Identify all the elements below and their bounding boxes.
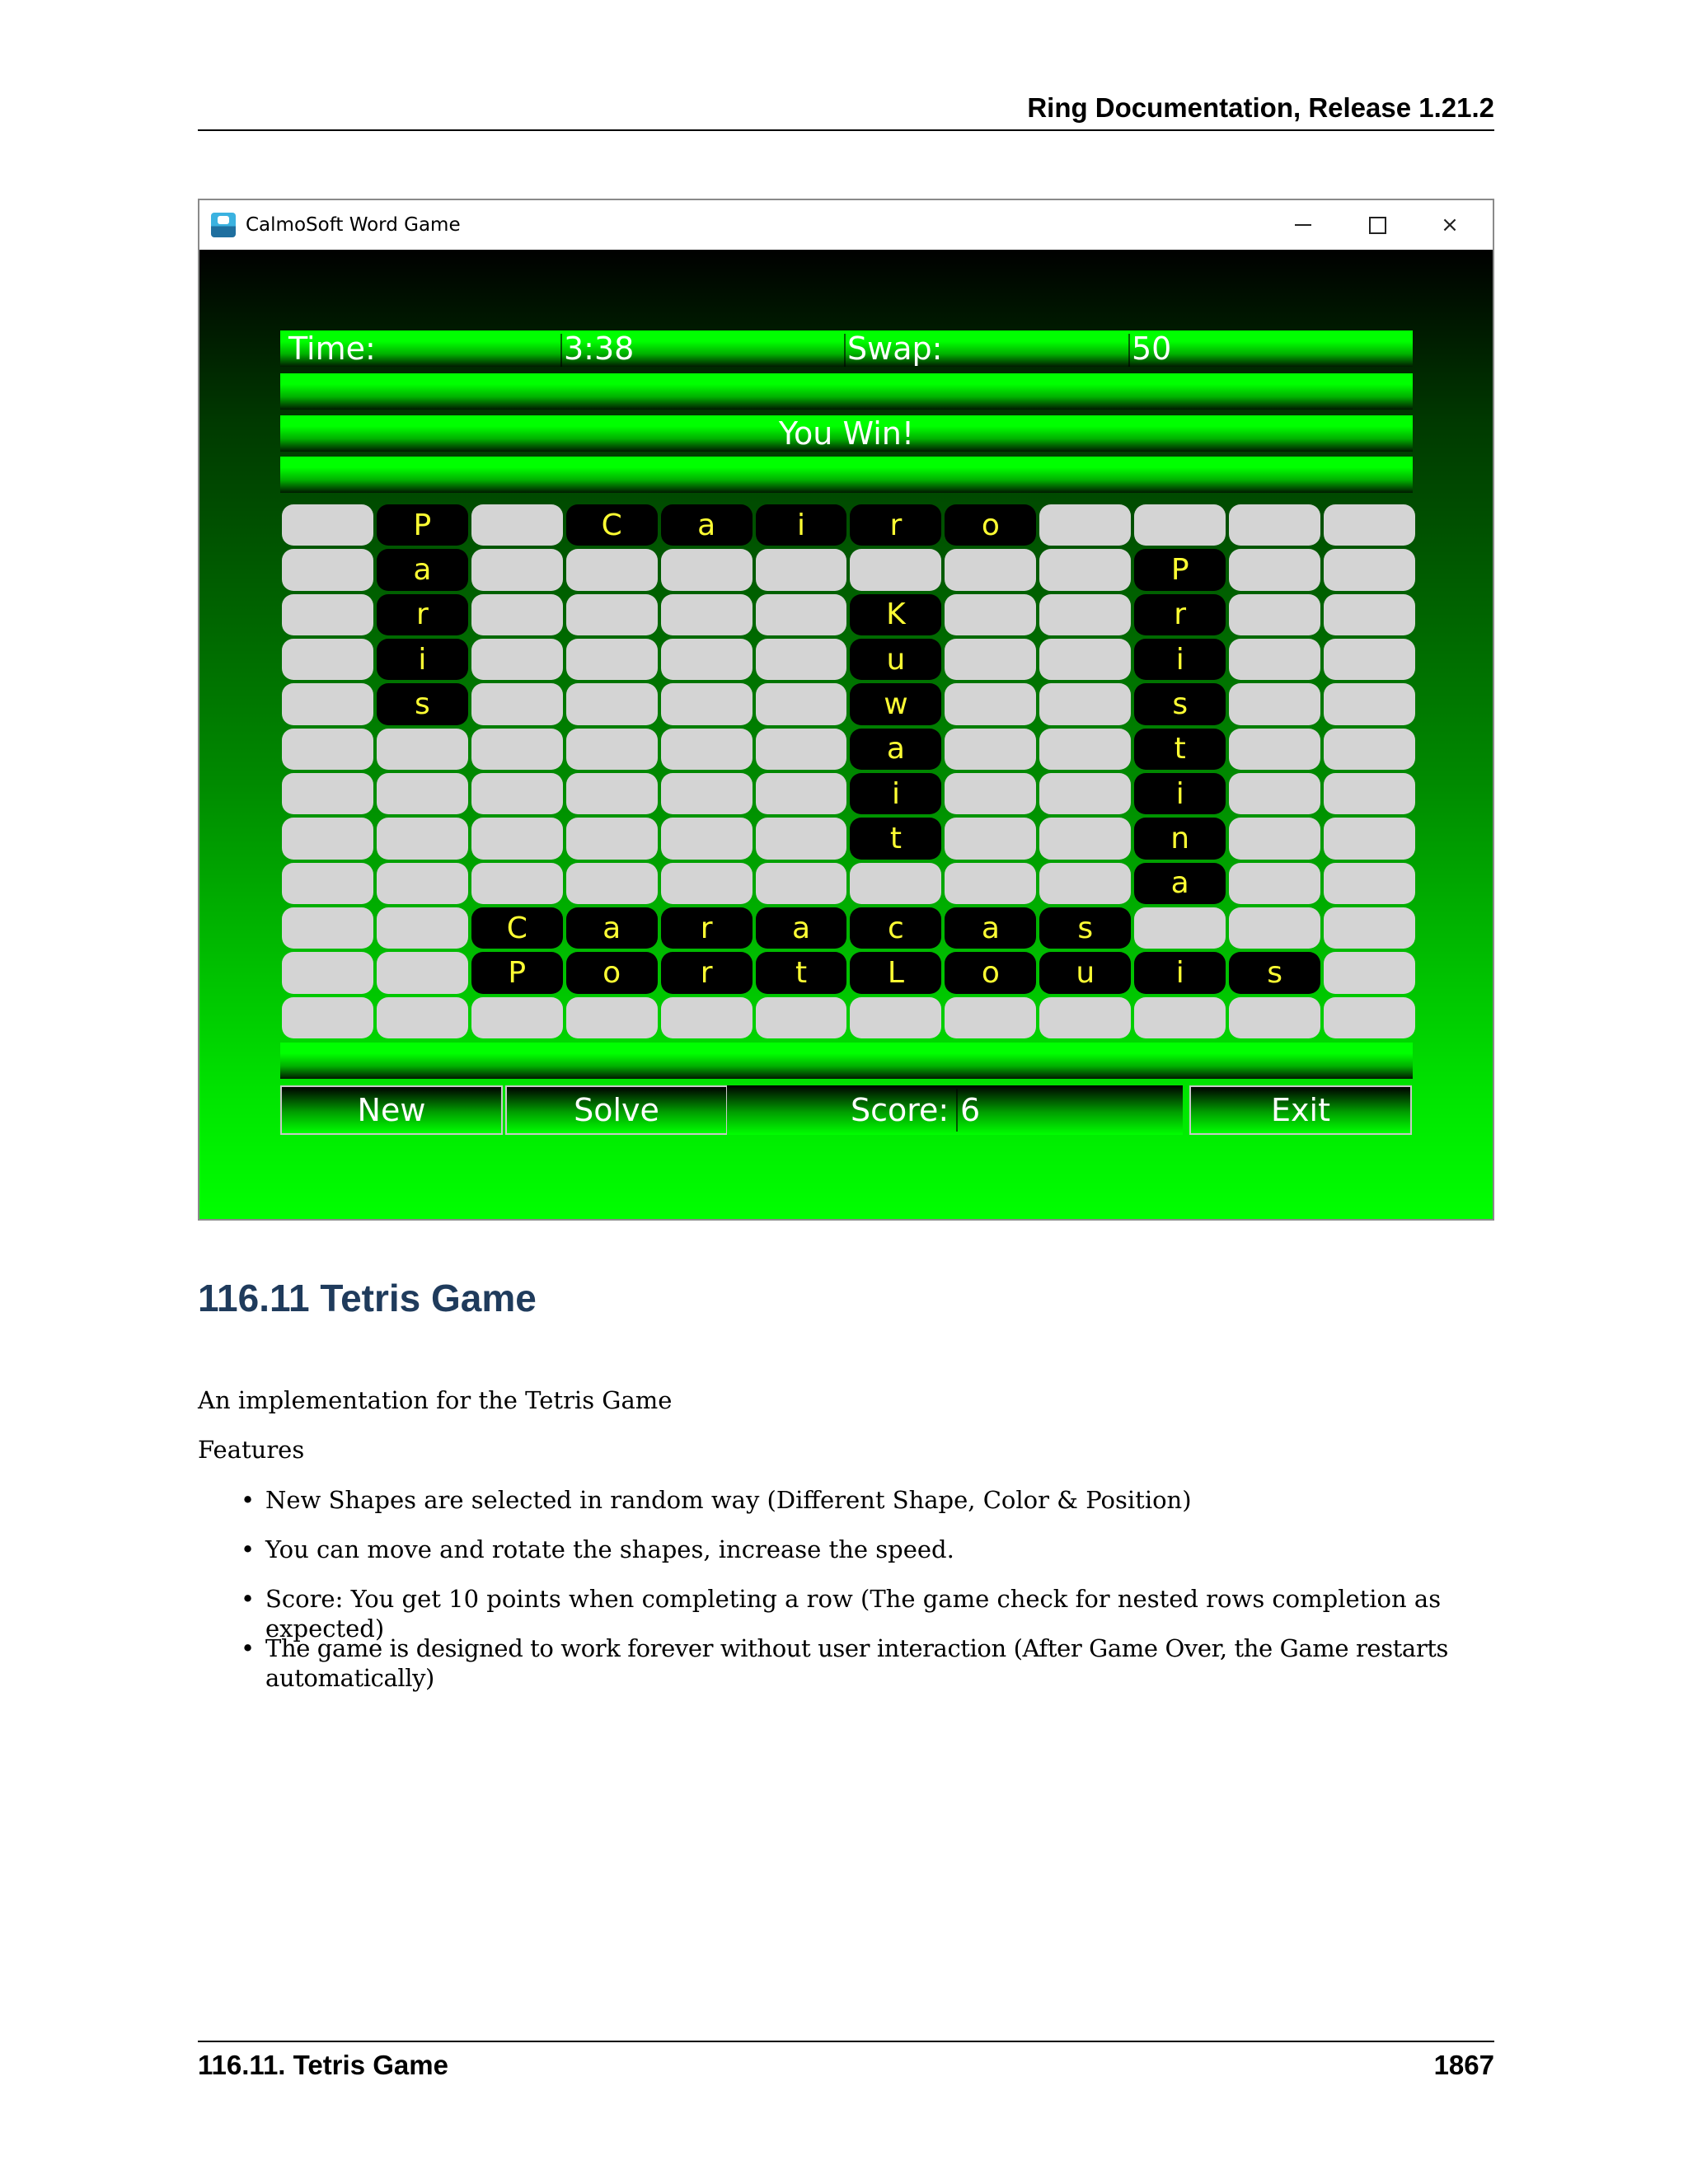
empty-tile[interactable]: [566, 997, 658, 1038]
letter-tile[interactable]: a: [850, 729, 941, 770]
list-item-text: Score: You get 10 points when completing a row (The game check for nested rows completion as expected): [265, 1585, 1442, 1643]
empty-tile[interactable]: [1324, 504, 1415, 546]
empty-tile[interactable]: [471, 639, 563, 680]
letter-tile[interactable]: a: [377, 549, 468, 590]
running-header: Ring Documentation, Release 1.21.2: [1027, 92, 1494, 123]
section-heading: 116.11 Tetris Game: [198, 1277, 537, 1319]
empty-tile[interactable]: [566, 818, 658, 859]
empty-tile[interactable]: [1229, 594, 1320, 635]
empty-tile[interactable]: [1039, 997, 1131, 1038]
letter-tile[interactable]: i: [1134, 773, 1226, 814]
empty-tile[interactable]: [661, 639, 753, 680]
empty-tile[interactable]: [471, 549, 563, 590]
running-footer: [198, 2050, 1494, 2081]
letter-tile[interactable]: w: [850, 683, 941, 724]
empty-tile[interactable]: [282, 639, 373, 680]
empty-tile[interactable]: [377, 907, 468, 949]
list-item-text: You can move and rotate the shapes, increase the speed.: [265, 1535, 954, 1563]
list-item-text: The game is designed to work forever without user interaction (After Game Over, the Game restarts automatically): [265, 1634, 1449, 1692]
empty-tile[interactable]: [945, 729, 1036, 770]
empty-tile[interactable]: [1324, 997, 1415, 1038]
letter-tile[interactable]: o: [566, 952, 658, 993]
swap-label: Swap:: [847, 330, 943, 367]
list-item: [198, 1633, 1517, 1692]
letter-tile[interactable]: u: [1039, 952, 1131, 993]
empty-tile[interactable]: [566, 639, 658, 680]
exit-button[interactable]: Exit: [1189, 1085, 1412, 1135]
letter-tile[interactable]: s: [1039, 907, 1131, 949]
empty-tile[interactable]: [1039, 818, 1131, 859]
letter-tile[interactable]: i: [1134, 639, 1226, 680]
empty-tile[interactable]: [1324, 952, 1415, 993]
empty-tile[interactable]: [377, 729, 468, 770]
empty-tile[interactable]: [1039, 863, 1131, 904]
empty-tile[interactable]: [1324, 818, 1415, 859]
time-label: Time:: [288, 330, 376, 367]
footer-section: 116.11. Tetris Game: [198, 2050, 448, 2080]
empty-tile[interactable]: [377, 773, 468, 814]
new-button[interactable]: New: [280, 1085, 503, 1135]
empty-tile[interactable]: [282, 818, 373, 859]
empty-tile[interactable]: [945, 773, 1036, 814]
letter-tile[interactable]: i: [1134, 952, 1226, 993]
letter-tile[interactable]: c: [850, 907, 941, 949]
swap-value: 50: [1132, 330, 1172, 367]
empty-tile[interactable]: [282, 504, 373, 546]
empty-tile[interactable]: [661, 773, 753, 814]
empty-tile[interactable]: [1324, 773, 1415, 814]
letter-tile[interactable]: r: [377, 594, 468, 635]
empty-tile[interactable]: [756, 549, 847, 590]
empty-tile[interactable]: [471, 863, 563, 904]
letter-tile[interactable]: r: [661, 952, 753, 993]
letter-tile[interactable]: r: [661, 907, 753, 949]
empty-tile[interactable]: [1039, 549, 1131, 590]
empty-tile[interactable]: [282, 952, 373, 993]
empty-tile[interactable]: [945, 863, 1036, 904]
letter-tile[interactable]: s: [377, 683, 468, 724]
empty-tile[interactable]: [1039, 773, 1131, 814]
letter-tile[interactable]: L: [850, 952, 941, 993]
score-value: 6: [960, 1092, 981, 1128]
header-rule: [198, 129, 1494, 131]
minimize-button[interactable]: [1278, 200, 1328, 250]
empty-tile[interactable]: [945, 818, 1036, 859]
letter-tile[interactable]: a: [945, 907, 1036, 949]
empty-tile[interactable]: [661, 594, 753, 635]
empty-tile[interactable]: [945, 639, 1036, 680]
features-label: Features: [198, 1436, 305, 1464]
empty-tile[interactable]: [1229, 683, 1320, 724]
bullet-icon: •: [241, 1486, 256, 1514]
empty-tile[interactable]: [282, 729, 373, 770]
empty-tile[interactable]: [1229, 639, 1320, 680]
empty-tile[interactable]: [1324, 729, 1415, 770]
empty-tile[interactable]: [1229, 997, 1320, 1038]
bullet-icon: •: [241, 1634, 255, 1662]
letter-tile[interactable]: u: [850, 639, 941, 680]
empty-tile[interactable]: [377, 818, 468, 859]
empty-tile[interactable]: [1324, 907, 1415, 949]
empty-tile[interactable]: [566, 729, 658, 770]
empty-tile[interactable]: [661, 549, 753, 590]
empty-tile[interactable]: [1134, 907, 1226, 949]
empty-tile[interactable]: [661, 683, 753, 724]
empty-tile[interactable]: [756, 729, 847, 770]
empty-tile[interactable]: [471, 773, 563, 814]
maximize-icon: [1369, 217, 1386, 234]
letter-tile[interactable]: r: [850, 504, 941, 546]
empty-tile[interactable]: [1039, 683, 1131, 724]
empty-tile[interactable]: [471, 997, 563, 1038]
letter-tile[interactable]: i: [377, 639, 468, 680]
empty-tile[interactable]: [1229, 504, 1320, 546]
empty-tile[interactable]: [850, 997, 941, 1038]
list-item: [198, 1535, 1517, 1584]
empty-tile[interactable]: [377, 952, 468, 993]
empty-tile[interactable]: [282, 997, 373, 1038]
letter-tile[interactable]: a: [661, 504, 753, 546]
message-bar: [280, 415, 1413, 452]
empty-tile[interactable]: [756, 594, 847, 635]
window-title: CalmoSoft Word Game: [246, 214, 461, 236]
empty-tile[interactable]: [756, 683, 847, 724]
empty-tile[interactable]: [282, 863, 373, 904]
empty-tile[interactable]: [1229, 818, 1320, 859]
empty-tile[interactable]: [945, 594, 1036, 635]
letter-tile[interactable]: n: [1134, 818, 1226, 859]
spacer-bar: [280, 457, 1413, 493]
empty-tile[interactable]: [1039, 594, 1131, 635]
spacer-bar: [280, 1043, 1413, 1079]
empty-tile[interactable]: [471, 504, 563, 546]
empty-tile[interactable]: [282, 594, 373, 635]
status-bar: [280, 330, 1413, 367]
app-window: [198, 199, 1494, 1221]
empty-tile[interactable]: [756, 997, 847, 1038]
list-item-text: New Shapes are selected in random way (Different Shape, Color & Position): [265, 1486, 1192, 1514]
letter-tile[interactable]: i: [756, 504, 847, 546]
close-button[interactable]: [1425, 200, 1475, 250]
empty-tile[interactable]: [1324, 549, 1415, 590]
empty-tile[interactable]: [1039, 504, 1131, 546]
bullet-icon: •: [241, 1585, 256, 1613]
letter-tile[interactable]: a: [756, 907, 847, 949]
app-icon: [211, 213, 236, 237]
score-display: [727, 1085, 1183, 1135]
letter-tile[interactable]: o: [945, 504, 1036, 546]
list-item: [198, 1584, 1517, 1643]
empty-tile[interactable]: [661, 729, 753, 770]
score-label: Score:: [851, 1092, 950, 1128]
letter-tile[interactable]: s: [1134, 683, 1226, 724]
letter-tile[interactable]: r: [1134, 594, 1226, 635]
footer-rule: [198, 2041, 1494, 2042]
letter-tile[interactable]: t: [756, 952, 847, 993]
empty-tile[interactable]: [566, 863, 658, 904]
letter-tile[interactable]: P: [471, 952, 563, 993]
empty-tile[interactable]: [1229, 863, 1320, 904]
empty-tile[interactable]: [756, 818, 847, 859]
letter-tile[interactable]: C: [471, 907, 563, 949]
letter-tile[interactable]: a: [566, 907, 658, 949]
empty-tile[interactable]: [566, 773, 658, 814]
features-list: [198, 1485, 1517, 1692]
solve-button[interactable]: Solve: [505, 1085, 728, 1135]
letter-tile[interactable]: P: [1134, 549, 1226, 590]
empty-tile[interactable]: [1039, 729, 1131, 770]
time-value: 3:38: [564, 330, 635, 367]
empty-tile[interactable]: [1039, 639, 1131, 680]
empty-tile[interactable]: [1229, 549, 1320, 590]
spacer-bar: [280, 373, 1413, 410]
empty-tile[interactable]: [756, 863, 847, 904]
empty-tile[interactable]: [471, 729, 563, 770]
letter-tile[interactable]: i: [850, 773, 941, 814]
empty-tile[interactable]: [1229, 729, 1320, 770]
empty-tile[interactable]: [1229, 907, 1320, 949]
letter-tile[interactable]: t: [1134, 729, 1226, 770]
empty-tile[interactable]: [1324, 594, 1415, 635]
page-number: 1867: [1433, 2050, 1494, 2080]
empty-tile[interactable]: [1324, 863, 1415, 904]
empty-tile[interactable]: [1324, 683, 1415, 724]
status-divider: [844, 334, 846, 367]
game-area: [199, 250, 1493, 1219]
letter-tile[interactable]: C: [566, 504, 658, 546]
intro-paragraph: An implementation for the Tetris Game: [198, 1386, 673, 1414]
letter-tile[interactable]: K: [850, 594, 941, 635]
empty-tile[interactable]: [756, 639, 847, 680]
letter-tile[interactable]: a: [1134, 863, 1226, 904]
empty-tile[interactable]: [756, 773, 847, 814]
game-message: You Win!: [778, 415, 915, 452]
empty-tile[interactable]: [945, 683, 1036, 724]
empty-tile[interactable]: [282, 683, 373, 724]
empty-tile[interactable]: [1134, 504, 1226, 546]
empty-tile[interactable]: [661, 863, 753, 904]
empty-tile[interactable]: [661, 818, 753, 859]
empty-tile[interactable]: [282, 907, 373, 949]
empty-tile[interactable]: [566, 549, 658, 590]
empty-tile[interactable]: [945, 997, 1036, 1038]
empty-tile[interactable]: [566, 683, 658, 724]
empty-tile[interactable]: [377, 863, 468, 904]
letter-tile[interactable]: P: [377, 504, 468, 546]
minimize-icon: [1295, 224, 1311, 226]
empty-tile[interactable]: [945, 549, 1036, 590]
empty-tile[interactable]: [850, 549, 941, 590]
empty-tile[interactable]: [661, 997, 753, 1038]
empty-tile[interactable]: [377, 997, 468, 1038]
empty-tile[interactable]: [850, 863, 941, 904]
empty-tile[interactable]: [471, 818, 563, 859]
letter-grid: [282, 504, 1415, 1038]
empty-tile[interactable]: [471, 683, 563, 724]
letter-tile[interactable]: o: [945, 952, 1036, 993]
empty-tile[interactable]: [282, 549, 373, 590]
empty-tile[interactable]: [1324, 639, 1415, 680]
status-divider: [560, 334, 562, 367]
status-divider: [1128, 334, 1130, 367]
empty-tile[interactable]: [282, 773, 373, 814]
empty-tile[interactable]: [1229, 773, 1320, 814]
maximize-button[interactable]: [1353, 200, 1402, 250]
close-icon: ×: [1441, 213, 1459, 237]
score-divider: [956, 1089, 958, 1132]
window-titlebar: [199, 200, 1493, 250]
letter-tile[interactable]: s: [1229, 952, 1320, 993]
empty-tile[interactable]: [471, 594, 563, 635]
letter-tile[interactable]: t: [850, 818, 941, 859]
list-item: [198, 1485, 1517, 1535]
bullet-icon: •: [241, 1535, 256, 1563]
empty-tile[interactable]: [1134, 997, 1226, 1038]
empty-tile[interactable]: [566, 594, 658, 635]
